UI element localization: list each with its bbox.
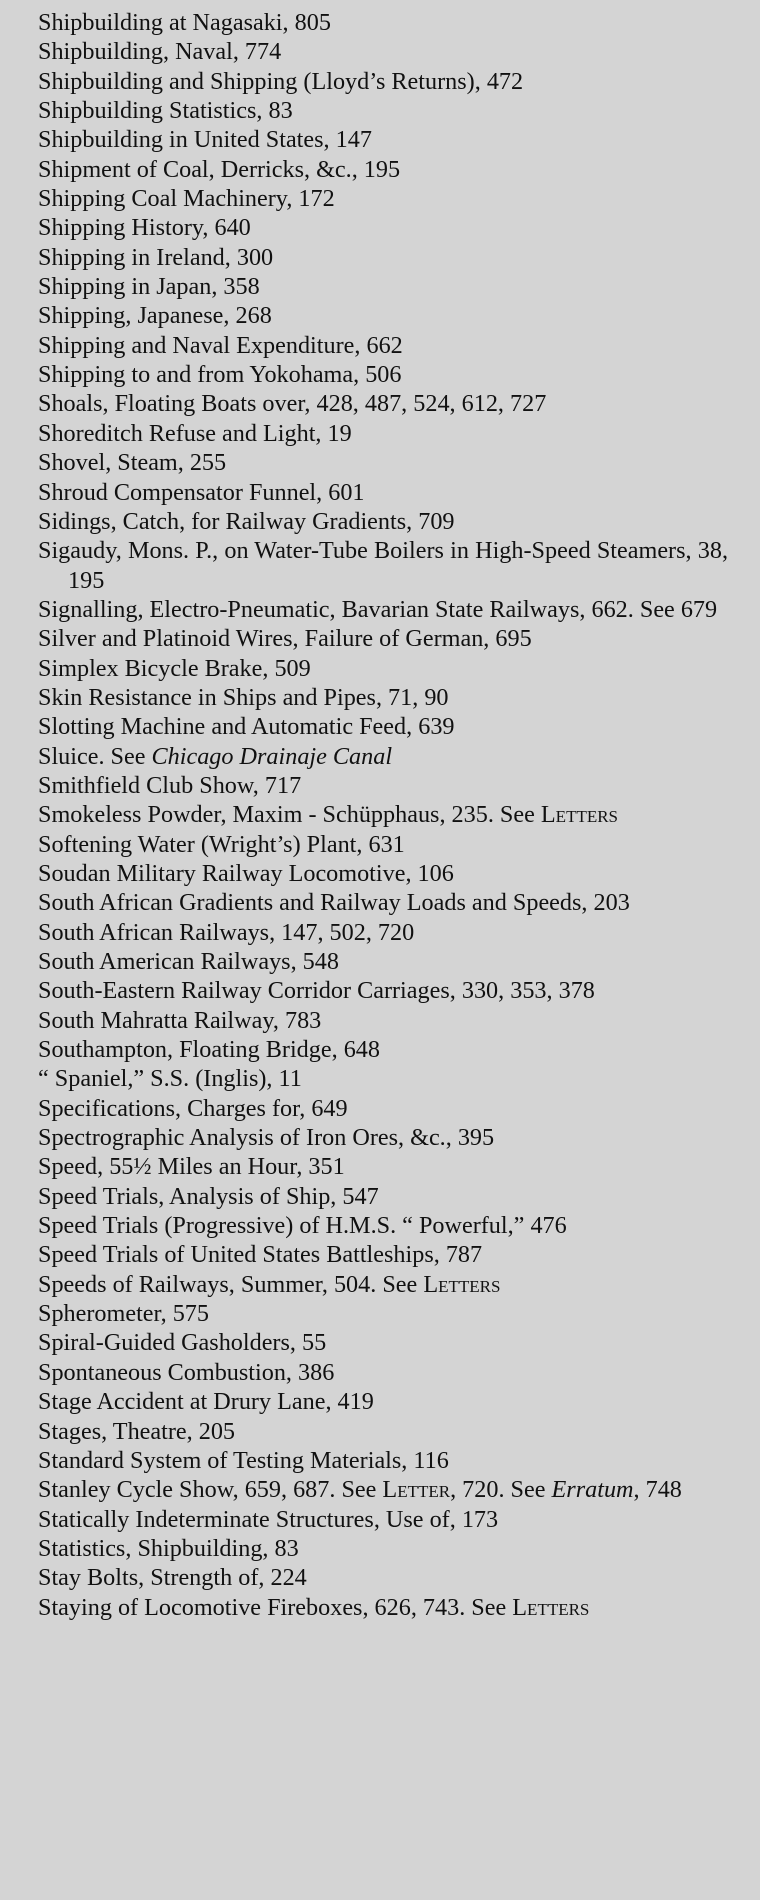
entry-text: South American Railways, 548 (38, 948, 339, 975)
index-entry (38, 1358, 728, 1387)
index-entry (38, 419, 728, 448)
index-entry (38, 389, 728, 418)
index-entry (38, 1446, 728, 1475)
cross-reference-smallcaps: Letters (512, 1593, 590, 1621)
index-entry (38, 654, 728, 683)
entry-text: Shipbuilding Statistics, 83 (38, 97, 293, 125)
italic-reference: Chicago Drainaje Canal (151, 742, 393, 770)
entry-text: Spectrographic Analysis of Iron Ores, &c., 395 (38, 1124, 495, 1152)
entry-text: Softening Water (Wright’s) Plant, 631 (38, 830, 405, 858)
entry-text: Shipping Coal Machinery, 172 (38, 185, 335, 213)
index-entry (38, 536, 728, 595)
index-entry (38, 1299, 728, 1328)
italic-reference: Erratum (551, 1476, 634, 1504)
entry-text: Sigaudy, Mons. P., on Water-Tube Boilers in High-Speed Steamers, 38, 195 (38, 537, 728, 594)
entry-text: Stay Bolts, Strength of, 224 (38, 1564, 307, 1592)
index-entry (38, 8, 728, 37)
index-entry (38, 331, 728, 360)
index-entry (38, 1035, 728, 1064)
index-entry (38, 595, 728, 624)
entry-text: Skin Resistance in Ships and Pipes, 71, 90 (38, 683, 449, 711)
index-entry (38, 1240, 728, 1269)
index-entry (38, 888, 728, 917)
index-entry (38, 1475, 728, 1504)
index-entry (38, 1006, 728, 1035)
entry-text: Shroud Compensator Funnel, 601 (38, 478, 365, 506)
index-entry (38, 918, 728, 947)
index-entry (38, 301, 728, 330)
index-entry (38, 1094, 728, 1123)
index-entry (38, 771, 728, 800)
index-entry (38, 37, 728, 66)
index-entry (38, 1534, 728, 1563)
entry-text: Speed Trials (Progressive) of H.M.S. “ Powerful,” 476 (38, 1212, 567, 1240)
entry-text: Shoals, Floating Boats over, 428, 487, 524, 612, 727 (38, 390, 547, 418)
index-entry (38, 448, 728, 477)
index-entry (38, 947, 728, 976)
entry-text: Silver and Platinoid Wires, Failure of German, 695 (38, 625, 532, 653)
index-entry (38, 213, 728, 242)
entry-text: Shipping History, 640 (38, 214, 251, 242)
index-entry (38, 67, 728, 96)
index-entry (38, 1505, 728, 1534)
entry-text: South African Railways, 147, 502, 720 (38, 918, 415, 946)
index-entry (38, 683, 728, 712)
index-entry (38, 1123, 728, 1152)
entry-text: Soudan Military Railway Locomotive, 106 (38, 859, 454, 887)
index-entry (38, 360, 728, 389)
index-entry (38, 1563, 728, 1592)
index-entry (38, 1182, 728, 1211)
cross-reference-smallcaps: Letters (423, 1270, 501, 1298)
entry-text: Shipbuilding in United States, 147 (38, 126, 372, 154)
entry-text: Statistics, Shipbuilding, 83 (38, 1534, 299, 1562)
entry-text: Spontaneous Combustion, 386 (38, 1358, 335, 1386)
entry-text: Smokeless Powder, Maxim - Schüpphaus, 235. See (38, 801, 541, 829)
entry-text: Spherometer, 575 (38, 1300, 209, 1328)
entry-text: Shipping to and from Yokohama, 506 (38, 361, 402, 389)
entry-text: Stage Accident at Drury Lane, 419 (38, 1388, 374, 1416)
entry-text: Specifications, Charges for, 649 (38, 1094, 348, 1122)
entry-text: South African Gradients and Railway Loads and Speeds, 203 (38, 889, 630, 917)
index-list (38, 8, 728, 1622)
index-entry (38, 243, 728, 272)
entry-text: Shipment of Coal, Derricks, &c., 195 (38, 155, 401, 183)
cross-reference-smallcaps: Letters (540, 801, 619, 829)
entry-text: , 720. See (450, 1476, 552, 1504)
entry-text: Shoreditch Refuse and Light, 19 (38, 419, 352, 447)
index-entry (38, 800, 728, 829)
index-entry (38, 1328, 728, 1357)
index-entry (38, 1387, 728, 1416)
entry-text: Shipbuilding, Naval, 774 (38, 38, 282, 66)
entry-text: Speed, 55½ Miles an Hour, 351 (38, 1153, 345, 1181)
entry-text: Standard System of Testing Materials, 116 (38, 1446, 449, 1474)
index-entry (38, 155, 728, 184)
index-entry (38, 1211, 728, 1240)
entry-text: Stanley Cycle Show, 659, 687. See (38, 1476, 383, 1504)
entry-text: Shipbuilding and Shipping (Lloyd’s Returns), 472 (38, 67, 524, 95)
entry-text: Spiral-Guided Gasholders, 55 (38, 1329, 327, 1357)
index-entry (38, 184, 728, 213)
entry-text: Shipping and Naval Expenditure, 662 (38, 331, 403, 359)
index-entry (38, 1064, 728, 1093)
entry-text: Shovel, Steam, 255 (38, 449, 227, 477)
entry-text: Slotting Machine and Automatic Feed, 639 (38, 713, 455, 741)
entry-text: Speed Trials of United States Battleships, 787 (38, 1241, 483, 1269)
index-entry (38, 1417, 728, 1446)
index-entry (38, 624, 728, 653)
cross-reference-smallcaps: Letter (382, 1476, 451, 1504)
entry-text: Sluice. See (38, 742, 152, 770)
index-entry (38, 859, 728, 888)
entry-text: , 748 (633, 1476, 682, 1504)
entry-text: “ Spaniel,” S.S. (Inglis), 11 (38, 1065, 302, 1093)
index-entry (38, 742, 728, 771)
entry-text: Shipping in Ireland, 300 (38, 243, 274, 271)
entry-text: Smithfield Club Show, 717 (38, 771, 302, 799)
entry-text: Staying of Locomotive Fireboxes, 626, 743. See (38, 1593, 513, 1621)
entry-text: Shipbuilding at Nagasaki, 805 (38, 9, 331, 36)
index-entry (38, 830, 728, 859)
index-entry (38, 1152, 728, 1181)
entry-text: South Mahratta Railway, 783 (38, 1006, 322, 1034)
entry-text: Sidings, Catch, for Railway Gradients, 709 (38, 507, 455, 535)
entry-text: Stages, Theatre, 205 (38, 1417, 236, 1445)
index-entry (38, 125, 728, 154)
entry-text: Southampton, Floating Bridge, 648 (38, 1036, 380, 1064)
index-entry (38, 478, 728, 507)
index-entry (38, 976, 728, 1005)
entry-text: Speeds of Railways, Summer, 504. See (38, 1270, 424, 1298)
entry-text: Statically Indeterminate Structures, Use of, 173 (38, 1505, 499, 1533)
entry-text: Shipping in Japan, 358 (38, 273, 260, 301)
entry-text: Signalling, Electro-Pneumatic, Bavarian State Railways, 662. See 679 (38, 595, 718, 623)
entry-text: Shipping, Japanese, 268 (38, 302, 272, 330)
index-entry (38, 1270, 728, 1299)
index-entry (38, 1593, 728, 1622)
index-entry (38, 272, 728, 301)
entry-text: South-Eastern Railway Corridor Carriages, 330, 353, 378 (38, 977, 595, 1005)
index-entry (38, 96, 728, 125)
entry-text: Speed Trials, Analysis of Ship, 547 (38, 1182, 379, 1210)
index-entry (38, 712, 728, 741)
index-entry (38, 507, 728, 536)
entry-text: Simplex Bicycle Brake, 509 (38, 654, 311, 682)
